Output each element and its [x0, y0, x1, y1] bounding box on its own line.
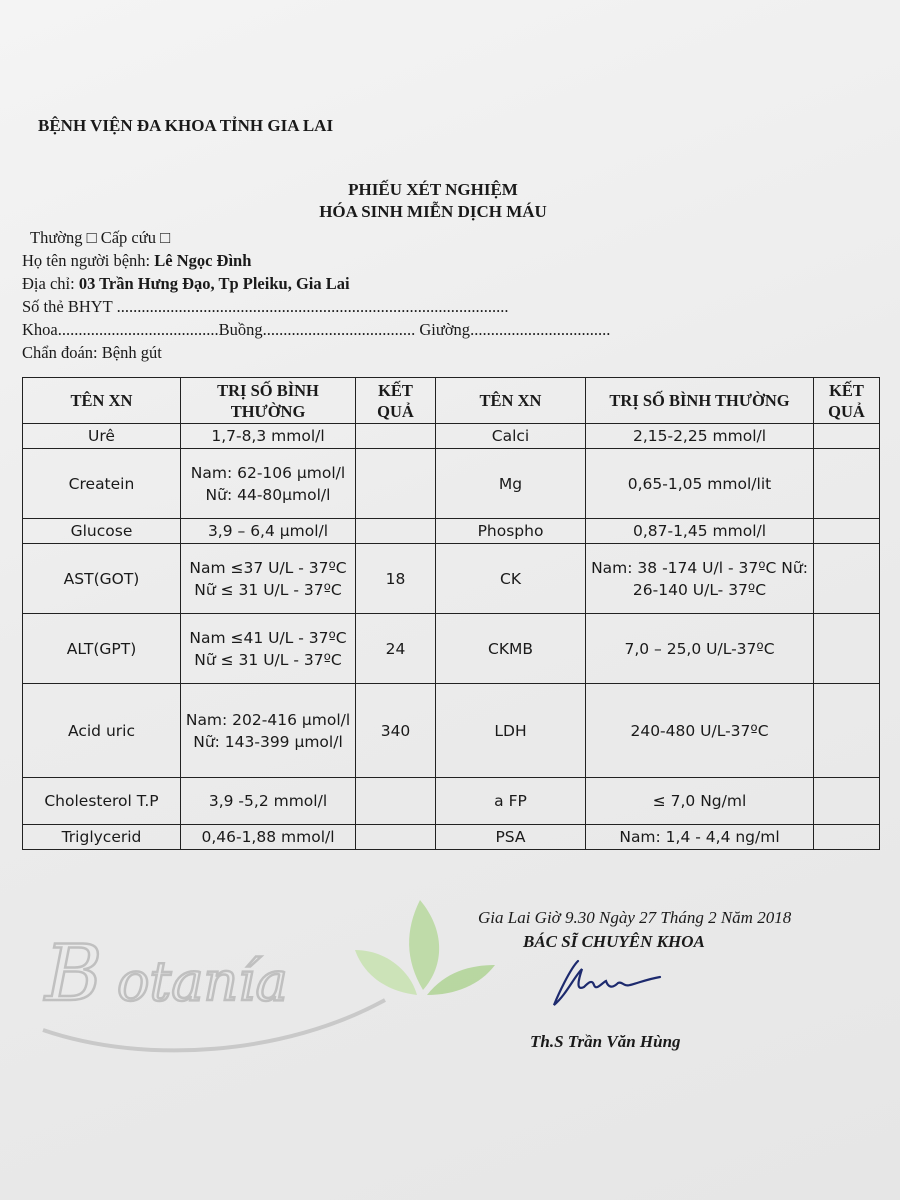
- test-results-table: [22, 377, 880, 850]
- svg-text:otanía: otanía: [117, 950, 288, 1013]
- normal-range: 3,9 – 6,4 µmol/l: [181, 519, 356, 544]
- room-label: Buồng: [218, 320, 263, 339]
- result: 340: [356, 684, 436, 778]
- test-name: Cholesterol T.P: [23, 778, 181, 825]
- normal-range: 0,46-1,88 mmol/l: [181, 825, 356, 850]
- table-row: [23, 684, 880, 778]
- table-row: [23, 825, 880, 850]
- test-name: AST(GOT): [23, 544, 181, 614]
- result: [814, 684, 880, 778]
- result: [356, 424, 436, 449]
- type-emergency-label: Cấp cứu: [100, 228, 156, 247]
- result: [814, 825, 880, 850]
- report-subtitle: HÓA SINH MIỄN DỊCH MÁU: [319, 202, 547, 221]
- header-result: KẾT QUẢ: [356, 378, 436, 424]
- hospital-name: BỆNH VIỆN ĐA KHOA TỈNH GIA LAI: [38, 116, 334, 135]
- test-name: Acid uric: [23, 684, 181, 778]
- normal-range: 2,15-2,25 mmol/l: [586, 424, 814, 449]
- department-label: Khoa: [22, 320, 58, 339]
- table-row: [23, 778, 880, 825]
- table-row: [23, 424, 880, 449]
- type-emergency-checkbox[interactable]: □: [160, 228, 171, 247]
- leaf-icon: [409, 900, 439, 990]
- test-name: Createin: [23, 449, 181, 519]
- doctor-name: Th.S Trần Văn Hùng: [530, 1032, 681, 1051]
- bed-label: Giường: [419, 320, 471, 339]
- patient-name-row: [22, 249, 610, 272]
- result: [814, 519, 880, 544]
- result: [356, 825, 436, 850]
- normal-range: 3,9 -5,2 mmol/l: [181, 778, 356, 825]
- test-name: a FP: [436, 778, 586, 825]
- patient-name-label: Họ tên người bệnh:: [22, 251, 151, 270]
- report-title: PHIẾU XÉT NGHIỆM: [348, 180, 518, 199]
- bed-blank: ..................................: [470, 320, 611, 339]
- normal-range: 0,65-1,05 mmol/lit: [586, 449, 814, 519]
- normal-range: 240-480 U/L-37ºC: [586, 684, 814, 778]
- type-normal-checkbox[interactable]: □: [86, 228, 97, 247]
- insurance-label: Số thẻ BHYT: [22, 297, 113, 316]
- normal-range: Nam: 202-416 µmol/l Nữ: 143-399 µmol/l: [181, 684, 356, 778]
- test-name: Triglycerid: [23, 825, 181, 850]
- type-normal-label: Thường: [30, 228, 83, 247]
- patient-name-value: Lê Ngọc Đình: [154, 251, 252, 270]
- handwritten-signature: [548, 955, 678, 1015]
- test-name: Mg: [436, 449, 586, 519]
- test-name: LDH: [436, 684, 586, 778]
- botania-watermark-logo: [25, 880, 495, 1070]
- result: 18: [356, 544, 436, 614]
- test-name: Glucose: [23, 519, 181, 544]
- header-normal-range-2: TRỊ SỐ BÌNH THƯỜNG: [586, 378, 814, 424]
- result: [814, 544, 880, 614]
- normal-range: Nam: 62-106 µmol/l Nữ: 44-80µmol/l: [181, 449, 356, 519]
- diagnosis-row: [22, 341, 610, 364]
- test-name: Urê: [23, 424, 181, 449]
- address-value: 03 Trần Hưng Đạo, Tp Pleiku, Gia Lai: [78, 274, 350, 293]
- header-normal-range: TRỊ SỐ BÌNH THƯỜNG: [181, 378, 356, 424]
- insurance-blank: ...............................................................................................: [116, 297, 509, 316]
- table-row: [23, 544, 880, 614]
- room-blank: .....................................: [262, 320, 416, 339]
- result: [356, 778, 436, 825]
- place-date: Gia Lai Giờ 9.30 Ngày 27 Tháng 2 Năm 2018: [478, 908, 792, 927]
- svg-text:B: B: [45, 929, 103, 1019]
- leaf-icon: [427, 965, 495, 995]
- test-name: PSA: [436, 825, 586, 850]
- normal-range: 1,7-8,3 mmol/l: [181, 424, 356, 449]
- department-blank: .......................................: [57, 320, 219, 339]
- address-row: [22, 272, 610, 295]
- normal-range: Nam: 38 -174 U/l - 37ºC Nữ: 26-140 U/L- 37ºC: [586, 544, 814, 614]
- header-result-2: KẾT QUẢ: [814, 378, 880, 424]
- result: [356, 519, 436, 544]
- signer-role: BÁC SĨ CHUYÊN KHOA: [523, 932, 705, 951]
- test-name: Phospho: [436, 519, 586, 544]
- result: [814, 449, 880, 519]
- header-test-name-2: TÊN XN: [436, 378, 586, 424]
- table-row: [23, 519, 880, 544]
- header-test-name: TÊN XN: [23, 378, 181, 424]
- normal-range: 0,87-1,45 mmol/l: [586, 519, 814, 544]
- result: [356, 449, 436, 519]
- diagnosis-label: Chẩn đoán:: [22, 343, 98, 362]
- normal-range: Nam ≤37 U/L - 37ºC Nữ ≤ 31 U/L - 37ºC: [181, 544, 356, 614]
- normal-range: Nam ≤41 U/L - 37ºC Nữ ≤ 31 U/L - 37ºC: [181, 614, 356, 684]
- diagnosis-value: Bệnh gút: [101, 343, 162, 362]
- normal-range: 7,0 – 25,0 U/L-37ºC: [586, 614, 814, 684]
- table-header-row: [23, 378, 880, 424]
- normal-range: Nam: 1,4 - 4,4 ng/ml: [586, 825, 814, 850]
- test-name: CK: [436, 544, 586, 614]
- admission-type-row: [22, 226, 610, 249]
- leaf-icon: [355, 950, 417, 995]
- test-name: CKMB: [436, 614, 586, 684]
- test-name: ALT(GPT): [23, 614, 181, 684]
- test-name: Calci: [436, 424, 586, 449]
- normal-range: ≤ 7,0 Ng/ml: [586, 778, 814, 825]
- insurance-row: [22, 295, 610, 318]
- result: [814, 778, 880, 825]
- address-label: Địa chỉ:: [22, 274, 75, 293]
- table-row: [23, 449, 880, 519]
- result: [814, 424, 880, 449]
- result: [814, 614, 880, 684]
- location-row: [22, 318, 610, 341]
- patient-info: [22, 226, 610, 364]
- result: 24: [356, 614, 436, 684]
- table-row: [23, 614, 880, 684]
